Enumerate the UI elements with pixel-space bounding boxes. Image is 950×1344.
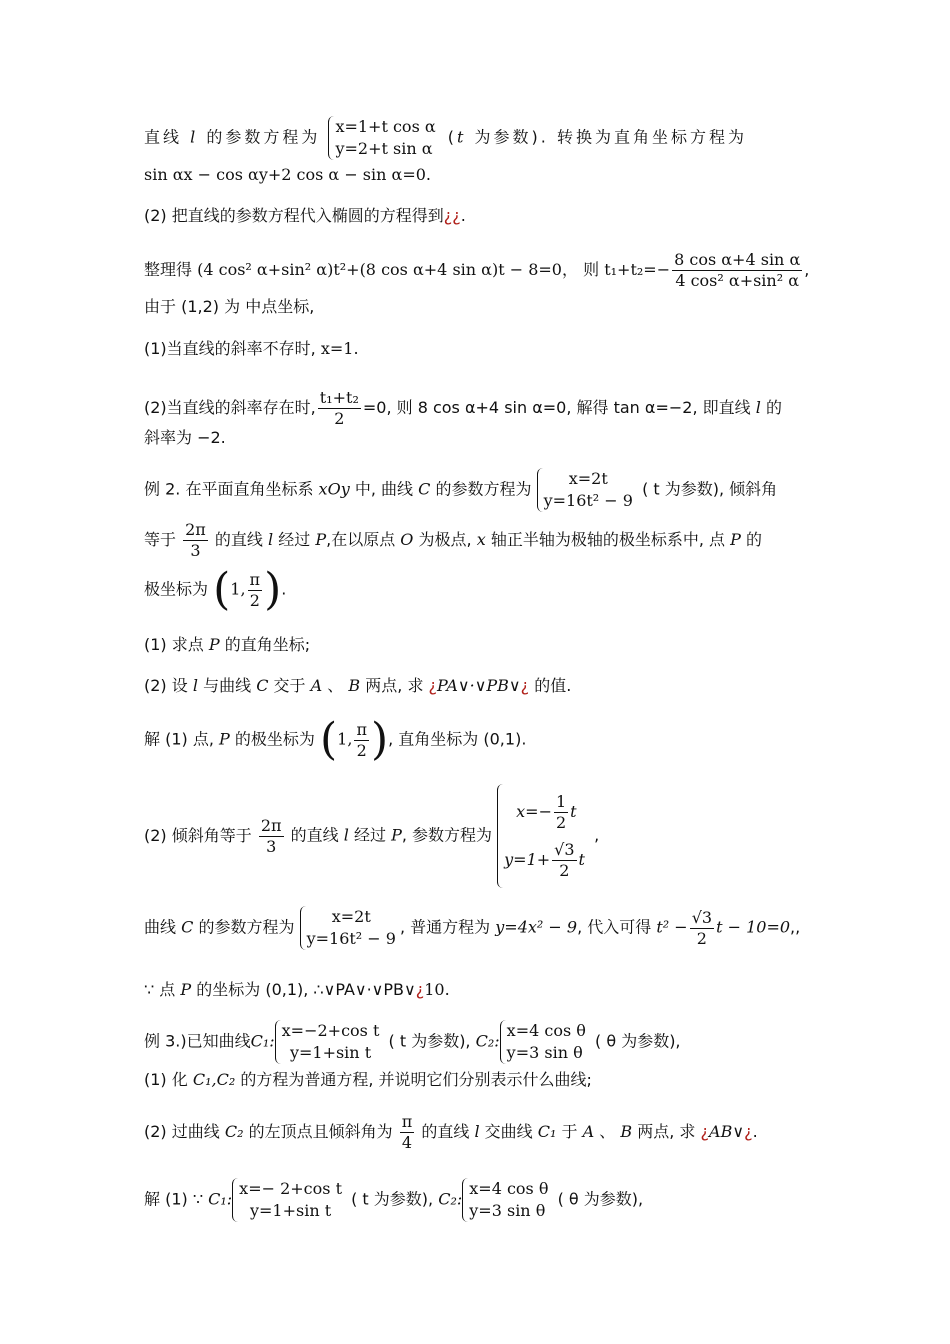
text: 经过 (278, 530, 311, 549)
equation-system (497, 784, 589, 888)
text: 极坐标为 (144, 579, 209, 599)
garbled-mark: ¿ (520, 676, 530, 695)
example-2-line-1 (144, 468, 777, 512)
text: 例 3.)已知曲线 (144, 1031, 251, 1051)
text: 例 2. 在平面直角坐标系 (144, 479, 314, 499)
fraction (672, 250, 802, 291)
text: , (804, 260, 810, 279)
fraction-denominator: 4 cos² α+sin² α (675, 271, 800, 290)
text: 10. (424, 980, 450, 999)
equation-row: y=3 sin θ (469, 1201, 546, 1220)
text: 解 (1) 点, (144, 729, 214, 749)
text-line-3 (144, 205, 466, 227)
text: 的直角坐标; (224, 635, 311, 654)
text: (1)当直线的斜率不存时, (144, 339, 316, 358)
garbled-mark: ¿ (744, 1122, 753, 1141)
math-var: l (192, 676, 198, 695)
text: ( θ 为参数), (557, 1189, 644, 1209)
text: ( t 为参数), 倾斜角 (642, 479, 778, 499)
text: , 普通方程为 (399, 917, 491, 937)
text: . (281, 579, 287, 599)
math-var: C (181, 917, 194, 937)
equation: 1, (230, 579, 246, 599)
fraction (354, 720, 369, 761)
math-var: C (256, 676, 269, 695)
equation: PA∨·∨PB∨ (437, 676, 521, 695)
text-line-4 (144, 250, 809, 291)
math-var: C₁ (537, 1122, 557, 1141)
garbled-mark: ¿¿ (443, 206, 461, 225)
equation-row: x=2t (331, 907, 371, 926)
math-var: C₁,C₂ (192, 1070, 236, 1089)
text: (2) 倾斜角等于 (144, 826, 252, 845)
text: 两点, 求 (637, 1122, 696, 1141)
math-var: t (457, 127, 467, 147)
equation: (4 cos² α+sin² α)t²+(8 cos α+4 sin α)t − 8=0， (197, 260, 578, 279)
fraction (183, 520, 208, 561)
fraction-numerator: 2π (185, 520, 206, 539)
math-var: l (343, 825, 349, 845)
math-var: l (755, 398, 761, 417)
math-var: P (219, 729, 230, 749)
math-var: B (620, 1122, 633, 1141)
math-var: l (190, 127, 199, 147)
text: ,在以原点 (326, 530, 396, 549)
fraction-denominator: 3 (266, 836, 277, 856)
garbled-mark: ¿ (428, 676, 438, 695)
solution-3 (144, 906, 800, 950)
equation-system (328, 116, 439, 160)
math-var: P (315, 530, 327, 549)
text: =0, 则 8 cos α+4 sin α=0, 解得 tan α=−2, 即直线 (362, 398, 751, 417)
math-var: C₂ (224, 1122, 244, 1141)
text: 的参数方程为 (206, 127, 321, 147)
text: , 直角坐标为 (0,1). (388, 729, 527, 749)
equation-row (504, 836, 585, 884)
fraction (248, 570, 263, 611)
fraction-denominator: 2 (555, 813, 567, 832)
equation-system (232, 1178, 346, 1222)
text: 等于 (144, 530, 177, 549)
math-var: C₂: (475, 1031, 500, 1051)
fraction (259, 816, 284, 857)
text: 轴正半轴为极轴的极坐标系中, 点 (490, 530, 726, 549)
text-line-2: sin αx − cos αy+2 cos α − sin α=0. (144, 165, 431, 184)
fraction-denominator: 4 (401, 1133, 413, 1152)
fraction-denominator: 3 (190, 541, 201, 560)
text-line-1: 直线 l 的参数方程为 x=1+t cos α y=2+t sin α (t 为参数). 转换为直角坐标方程为 (144, 117, 747, 158)
text: 为极点, (418, 530, 472, 549)
math-var: l (268, 530, 274, 549)
equation: t² − (656, 917, 688, 937)
fraction (554, 792, 568, 833)
text: 交于 (273, 676, 306, 695)
example-2-line-2 (144, 520, 762, 561)
text: 的直线 (421, 1122, 470, 1141)
text: 的方程为普通方程, 并说明它们分别表示什么曲线; (240, 1070, 592, 1089)
math-var: P (391, 825, 402, 845)
fraction-numerator: π (249, 569, 261, 589)
text: ( t 为参数), (351, 1189, 434, 1209)
fraction-denominator: 2 (356, 740, 367, 760)
math-var: C₁: (250, 1031, 275, 1051)
fraction-denominator: 2 (559, 861, 570, 880)
equation-row (504, 788, 585, 836)
solution-2 (144, 784, 599, 888)
equation-row: x=−2+cos t (281, 1021, 380, 1040)
text: 则 (583, 260, 600, 279)
math-var: B (348, 676, 361, 695)
text: 的左顶点且倾斜角为 (248, 1122, 393, 1141)
text: (1) 化 (144, 1070, 188, 1089)
text: ( t 为参数), (388, 1031, 471, 1051)
fraction-denominator: 2 (334, 409, 345, 428)
text: 于 (561, 1122, 578, 1141)
text: , 代入可得 (577, 917, 652, 937)
equation-row: y=16t² − 9 (543, 491, 633, 510)
text: 的值. (534, 676, 572, 695)
equation: y=1+ (504, 850, 551, 869)
fraction-numerator: π (401, 1112, 413, 1131)
equation-row: x=1+t cos α (335, 117, 436, 136)
question-2 (144, 675, 571, 697)
fraction-denominator: 2 (696, 928, 707, 948)
text: 的参数方程为 (198, 917, 295, 937)
math-var: P (730, 530, 741, 549)
text-line-5: 由于 (1,2) 为 中点坐标, (144, 297, 315, 316)
fraction-numerator: 1 (555, 792, 567, 811)
fraction (690, 908, 714, 949)
equation-row: x=− 2+cos t (239, 1179, 342, 1198)
fraction (400, 1112, 415, 1153)
equation-system (275, 1020, 384, 1064)
text: 解 (1) ∵ (144, 1189, 204, 1209)
math-var: xOy (318, 479, 350, 499)
text: (2) 把直线的参数方程代入椭圆的方程得到 (144, 206, 444, 225)
text: 经过 (353, 825, 386, 845)
fraction-denominator: 2 (249, 590, 260, 610)
fraction-numerator: √3 (554, 840, 575, 859)
example-3-question-2 (144, 1112, 758, 1153)
text: 的坐标为 (0,1), ∴∨PA∨·∨PB∨ (196, 980, 416, 999)
text: , 参数方程为 (401, 825, 493, 845)
equation-system (462, 1178, 552, 1222)
solution-4 (144, 979, 450, 1001)
fraction-numerator: π (356, 719, 367, 739)
fraction-numerator: t₁+t₂ (319, 388, 359, 407)
text: (2) 设 (144, 676, 188, 695)
math-var: C₂: (438, 1189, 463, 1209)
text: 曲线 (144, 917, 177, 937)
equation: y=4x² − 9 (495, 917, 578, 937)
equation-row: y=1+sin t (249, 1201, 332, 1220)
math-var: C₁: (208, 1189, 233, 1209)
math-var: x (476, 530, 486, 549)
fraction-numerator: 2π (260, 815, 282, 835)
equation-row: x=2t (568, 469, 608, 488)
math-var: O (400, 530, 414, 549)
text: ( θ 为参数), (594, 1031, 681, 1051)
text: ∵ 点 (144, 980, 176, 999)
math-var: P (180, 980, 192, 999)
text: 两点, 求 (365, 676, 424, 695)
example-2-line-3: 极坐标为 (1, $\frac{\pi}{2}$ ). (144, 564, 287, 615)
text: (2)当直线的斜率存在时, (144, 398, 316, 417)
text-line-6 (144, 338, 359, 360)
text: 中, 曲线 (354, 479, 414, 499)
text: 直线 (144, 127, 183, 147)
equation: x=1. (320, 339, 359, 358)
math-var: P (208, 635, 220, 654)
text: ,, (790, 917, 801, 937)
equation-row: y=3 sin θ (506, 1043, 583, 1062)
text: (2) 过曲线 (144, 1122, 220, 1141)
garbled-mark: ¿ (700, 1122, 710, 1141)
example-3-solution-1 (144, 1178, 643, 1222)
text: 、 (599, 1122, 616, 1141)
text: , (594, 825, 600, 845)
text: 、 (327, 676, 344, 695)
text: . (460, 206, 466, 225)
text: 的直线 (290, 825, 339, 845)
math-var: C (418, 479, 431, 499)
equation-row: x=4 cos θ (506, 1021, 586, 1040)
text: 的 (765, 398, 782, 417)
equation-row: y=16t² − 9 (306, 929, 396, 948)
equation-row: y=1+sin t (289, 1043, 372, 1062)
text: 的直线 (214, 530, 263, 549)
fraction (552, 840, 576, 881)
text-line-8: 斜率为 −2. (144, 428, 226, 447)
math-var: l (474, 1122, 480, 1141)
fraction (318, 388, 361, 429)
garbled-mark: ¿ (415, 980, 425, 999)
equation: 1, (337, 729, 353, 749)
example-3-line-1 (144, 1020, 681, 1064)
text-line-7 (144, 388, 782, 429)
question-1 (144, 634, 310, 656)
text: 的极坐标为 (234, 729, 315, 749)
text: 为参数). 转换为直角坐标方程为 (474, 127, 747, 147)
equation-system (500, 1020, 590, 1064)
equation: t₁+t₂=− (604, 260, 671, 279)
text: . (752, 1122, 758, 1141)
equation-row: x=4 cos θ (469, 1179, 549, 1198)
equation: x=− (516, 802, 552, 821)
math-var: t (578, 850, 585, 869)
text: 整理得 (144, 260, 193, 279)
solution-1: 解 (1) 点, P 的极坐标为 (1, $\frac{\pi}{2}$ ), 直角坐标为 (0,1). (144, 714, 527, 765)
equation: t − 10=0 (716, 917, 791, 937)
math-var: t (570, 802, 577, 821)
text: 的 (745, 530, 762, 549)
math-var: A (310, 676, 323, 695)
text: 与曲线 (203, 676, 252, 695)
text: 的参数方程为 (435, 479, 532, 499)
fraction-numerator: 8 cos α+4 sin α (674, 250, 801, 269)
equation: AB∨ (709, 1122, 745, 1141)
equation-system (537, 468, 637, 512)
math-var: A (582, 1122, 595, 1141)
text: 交曲线 (484, 1122, 533, 1141)
equation-row: y=2+t sin α (335, 139, 433, 158)
equation-system (300, 906, 400, 950)
fraction-numerator: √3 (691, 907, 713, 927)
text: (1) 求点 (144, 635, 204, 654)
example-3-question-1 (144, 1069, 592, 1091)
